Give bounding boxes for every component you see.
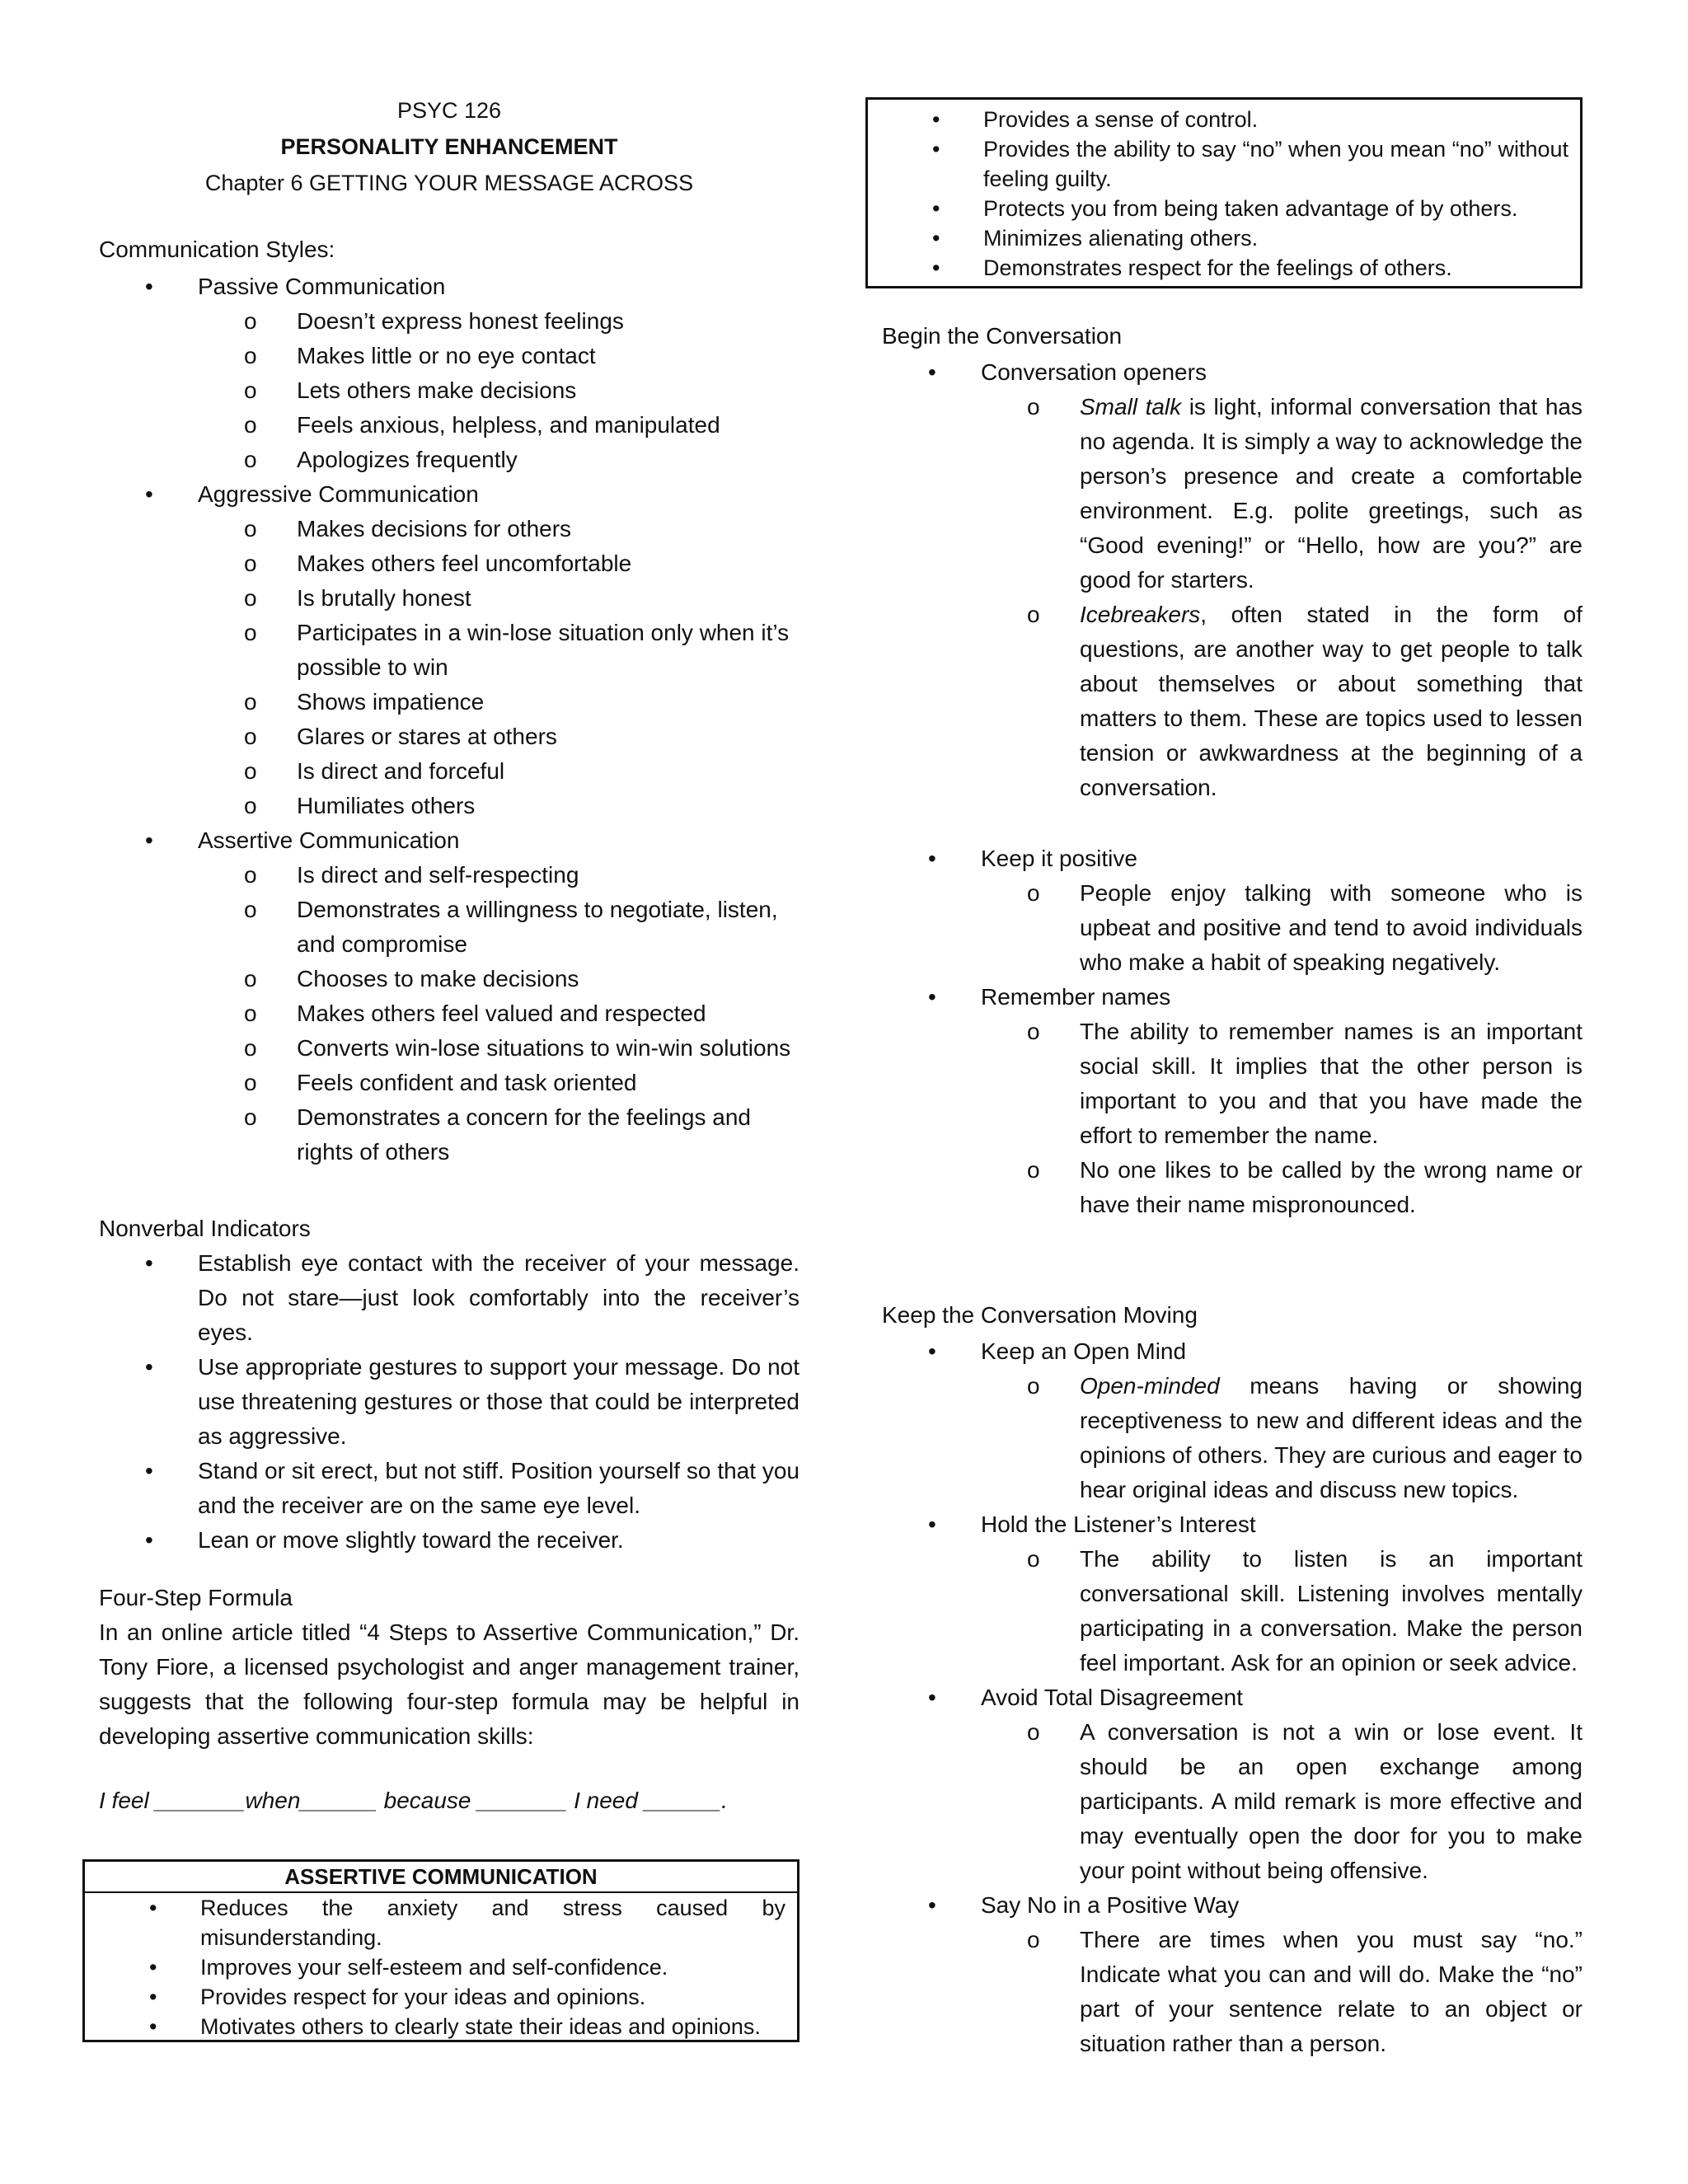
list-item [882, 1923, 1582, 2061]
communication-styles-list [99, 269, 799, 1169]
item-text: Demonstrates respect for the feelings of others. [983, 255, 1452, 280]
item-text: There are times when you must say “no.” Indicate what you can and will do. Make the “no” part of your sentence relate to an object or situation rather than a person. [1080, 1927, 1582, 2056]
item-text: Stand or sit erect, but not stiff. Position yourself so that you and the receiver are on the same eye level. [198, 1458, 799, 1518]
item-text: means having or showing receptiveness to new and different ideas and the opinions of others. They are curious and eager to hear original ideas and discuss new topics. [1080, 1373, 1582, 1502]
item-text: , often stated in the form of questions, are another way to get people to talk about themselves or about something that matters to them. These are topics used to lessen tension or awkwardness at the beginning of a conversation. [1080, 602, 1582, 800]
bullet-icon: • [149, 1985, 157, 2009]
item-text: Shows impatience [297, 689, 485, 715]
item-text: Apologizes frequently [297, 447, 518, 472]
bullet-icon: • [932, 107, 940, 132]
begin-list [882, 355, 1582, 1222]
bullet-icon: • [145, 481, 153, 507]
item-text: Reduces the anxiety and stress caused by misunderstanding. [200, 1896, 785, 1950]
list-item [99, 616, 799, 685]
bullet-icon: • [928, 359, 936, 385]
item-text: Lean or move slightly toward the receiver. [198, 1527, 624, 1553]
list-item [85, 1952, 797, 1982]
list-item [882, 876, 1582, 980]
item-text: Makes decisions for others [297, 516, 572, 541]
list-item [85, 1893, 797, 1952]
list-item [99, 1246, 799, 1350]
sub-bullet-icon: o [1027, 602, 1040, 627]
list-item [99, 546, 799, 581]
sub-bullet-icon: o [244, 1104, 257, 1130]
item-text: Feels anxious, helpless, and manipulated [297, 412, 720, 438]
bullet-icon: • [145, 1250, 153, 1276]
bullet-icon: • [932, 255, 940, 280]
sub-bullet-icon: o [244, 343, 257, 368]
sub-bullet-icon: o [244, 1035, 257, 1061]
list-item [882, 1507, 1582, 1542]
sub-bullet-icon: o [1027, 880, 1040, 906]
item-text: No one likes to be called by the wrong name or have their name mispronounced. [1080, 1157, 1582, 1217]
item-text: Chooses to make decisions [297, 966, 579, 991]
bullet-icon: • [932, 226, 940, 251]
item-text: Say No in a Positive Way [981, 1892, 1240, 1918]
sub-bullet-icon: o [244, 412, 257, 438]
item-text: Conversation openers [981, 359, 1207, 385]
list-item [868, 223, 1580, 253]
item-text: Glares or stares at others [297, 724, 557, 749]
list-item [99, 1100, 799, 1169]
list-item [868, 194, 1580, 223]
bullet-icon: • [149, 1896, 157, 1920]
bullet-icon: • [149, 2014, 157, 2039]
item-text: Is direct and self-respecting [297, 862, 579, 888]
item-text: Feels confident and task oriented [297, 1070, 637, 1095]
item-text: Lets others make decisions [297, 377, 577, 403]
item-text: Protects you from being taken advantage of by others. [983, 196, 1518, 221]
list-item [882, 1015, 1582, 1153]
bullet-icon: • [145, 1354, 153, 1380]
bullet-icon: • [928, 1511, 936, 1537]
list-item [868, 105, 1580, 134]
sub-bullet-icon: o [1027, 1373, 1040, 1399]
list-item [882, 598, 1582, 805]
list-item [99, 339, 799, 373]
sub-bullet-icon: o [1027, 1719, 1040, 1745]
bullet-icon: • [145, 1527, 153, 1553]
list-item [99, 477, 799, 512]
list-item [882, 390, 1582, 598]
item-text: Participates in a win-lose situation only when it’s possible to win [297, 620, 790, 680]
list-item [99, 858, 799, 893]
sub-bullet-icon: o [244, 758, 257, 784]
section-heading-four-step: Four-Step Formula [99, 1585, 293, 1610]
list-item [99, 1523, 799, 1558]
list-item [99, 269, 799, 304]
bullet-icon: • [928, 984, 936, 1010]
term: Open-minded [1080, 1373, 1220, 1399]
item-text: Keep an Open Mind [981, 1338, 1187, 1364]
item-text: is light, informal conversation that has no agenda. It is simply a way to acknowledge the person’s presence and create a comfortable environment. E.g. polite greetings, such as “Good evening!” or “Hello, how are you?” are good for starters. [1080, 394, 1582, 593]
bullet-icon: • [145, 274, 153, 299]
item-text: Makes others feel uncomfortable [297, 551, 632, 576]
list-item [99, 1350, 799, 1454]
item-text: Improves your self-esteem and self-confidence. [200, 1955, 668, 1980]
list-item [99, 789, 799, 823]
sub-bullet-icon: o [244, 689, 257, 715]
list-item [99, 512, 799, 546]
item-text: Hold the Listener’s Interest [981, 1511, 1256, 1537]
list-item [85, 2012, 797, 2041]
section-heading-begin: Begin the Conversation [882, 323, 1123, 349]
sub-bullet-icon: o [244, 308, 257, 334]
item-text: Keep it positive [981, 846, 1137, 871]
group-label: Assertive Communication [198, 827, 460, 853]
item-text: Makes little or no eye contact [297, 343, 596, 368]
item-text: Is direct and forceful [297, 758, 505, 784]
list-item [882, 1153, 1582, 1222]
section-heading-communication-styles: Communication Styles: [99, 237, 335, 262]
sub-bullet-icon: o [1027, 1157, 1040, 1183]
list-item [99, 685, 799, 719]
item-text: Remember names [981, 984, 1171, 1010]
course-code: PSYC 126 [396, 98, 502, 123]
item-text: Is brutally honest [297, 585, 471, 611]
sub-bullet-icon: o [244, 585, 257, 611]
list-item [882, 1369, 1582, 1507]
item-text: Provides respect for your ideas and opinions. [200, 1985, 646, 2009]
list-item [882, 355, 1582, 390]
list-item [99, 1454, 799, 1523]
list-item [882, 1715, 1582, 1888]
list-item [85, 1982, 797, 2012]
sub-bullet-icon: o [244, 620, 257, 645]
sub-bullet-icon: o [1027, 1546, 1040, 1572]
group-label: Aggressive Communication [198, 481, 479, 507]
item-text: Converts win-lose situations to win-win solutions [297, 1035, 791, 1061]
assertive-benefits-box-continued [865, 97, 1582, 288]
list-item [99, 719, 799, 754]
bullet-icon: • [932, 196, 940, 221]
item-text: Provides a sense of control. [983, 107, 1259, 132]
list-item [882, 980, 1582, 1015]
bullet-icon: • [149, 1955, 157, 1980]
box-title: ASSERTIVE COMMUNICATION [85, 1862, 797, 1893]
sub-bullet-icon: o [1027, 1927, 1040, 1952]
bullet-icon: • [928, 1892, 936, 1918]
list-item [99, 754, 799, 789]
item-text: Demonstrates a willingness to negotiate, listen, and compromise [297, 897, 778, 957]
item-text: Provides the ability to say “no” when you mean “no” without feeling guilty. [983, 137, 1568, 191]
list-item [99, 304, 799, 339]
list-item [882, 1334, 1582, 1369]
list-item [99, 962, 799, 996]
list-item [882, 1680, 1582, 1715]
list-item [882, 841, 1582, 876]
item-text: A conversation is not a win or lose event. It should be an open exchange among participants. A mild remark is more effective and may eventually open the door for you to make your point without being offensive. [1080, 1719, 1582, 1883]
sub-bullet-icon: o [244, 447, 257, 472]
sub-bullet-icon: o [244, 551, 257, 576]
list-item [882, 1542, 1582, 1680]
sub-bullet-icon: o [244, 897, 257, 922]
moving-list [882, 1334, 1582, 2061]
chapter-title: Chapter 6 GETTING YOUR MESSAGE ACROSS [204, 171, 694, 195]
item-text: Doesn’t express honest feelings [297, 308, 624, 334]
four-step-formula: I feel _______when______ because _______ I need ______. [99, 1788, 728, 1813]
list-item [99, 581, 799, 616]
item-text: The ability to listen is an important conversational skill. Listening involves mentally participating in a conversation. Make the person feel important. Ask for an opinion or seek advice. [1080, 1546, 1582, 1675]
term: Small talk [1080, 394, 1182, 419]
item-text: People enjoy talking with someone who is upbeat and positive and tend to avoid individuals who make a habit of speaking negatively. [1080, 880, 1582, 975]
bullet-icon: • [928, 846, 936, 871]
list-item [99, 893, 799, 962]
item-text: Establish eye contact with the receiver of your message. Do not stare—just look comfortably into the receiver’s eyes. [198, 1250, 799, 1345]
sub-bullet-icon: o [244, 793, 257, 818]
section-heading-moving: Keep the Conversation Moving [882, 1302, 1198, 1328]
item-text: Humiliates others [297, 793, 476, 818]
term: Icebreakers [1080, 602, 1201, 627]
item-text: Makes others feel valued and respected [297, 1001, 706, 1026]
sub-bullet-icon: o [244, 862, 257, 888]
bullet-icon: • [145, 827, 153, 853]
list-item [868, 134, 1580, 194]
item-text: The ability to remember names is an important social skill. It implies that the other person is important to you and that you have made the effort to remember the name. [1080, 1019, 1582, 1148]
item-text: Demonstrates a concern for the feelings and rights of others [297, 1104, 751, 1165]
item-text: Avoid Total Disagreement [981, 1685, 1244, 1710]
document-header [99, 92, 799, 201]
sub-bullet-icon: o [1027, 1019, 1040, 1044]
sub-bullet-icon: o [244, 724, 257, 749]
item-text: Minimizes alienating others. [983, 226, 1259, 251]
four-step-paragraph: In an online article titled “4 Steps to Assertive Communication,” Dr. Tony Fiore, a licensed psychologist and anger management trainer, suggests that the following four-step formula may be helpful in developing assertive communication skills: [99, 1619, 799, 1749]
list-item [99, 408, 799, 443]
group-label: Passive Communication [198, 274, 446, 299]
sub-bullet-icon: o [244, 1001, 257, 1026]
item-text: Use appropriate gestures to support your message. Do not use threatening gestures or those that could be interpreted as aggressive. [198, 1354, 799, 1449]
list-item [99, 1066, 799, 1100]
list-item [99, 823, 799, 858]
nonverbal-list [99, 1246, 799, 1558]
list-item [882, 1888, 1582, 1923]
sub-bullet-icon: o [244, 516, 257, 541]
document-title: PERSONALITY ENHANCEMENT [280, 134, 618, 159]
bullet-icon: • [932, 137, 940, 162]
bullet-icon: • [928, 1685, 936, 1710]
item-text: Motivates others to clearly state their ideas and opinions. [200, 2014, 761, 2039]
list-item [99, 443, 799, 477]
list-item [868, 253, 1580, 283]
bullet-icon: • [145, 1458, 153, 1483]
list-item [99, 373, 799, 408]
sub-bullet-icon: o [1027, 394, 1040, 419]
sub-bullet-icon: o [244, 1070, 257, 1095]
sub-bullet-icon: o [244, 377, 257, 403]
bullet-icon: • [928, 1338, 936, 1364]
section-heading-nonverbal: Nonverbal Indicators [99, 1216, 311, 1241]
sub-bullet-icon: o [244, 966, 257, 991]
list-item [99, 996, 799, 1031]
list-item [99, 1031, 799, 1066]
assertive-benefits-box [82, 1859, 799, 2042]
